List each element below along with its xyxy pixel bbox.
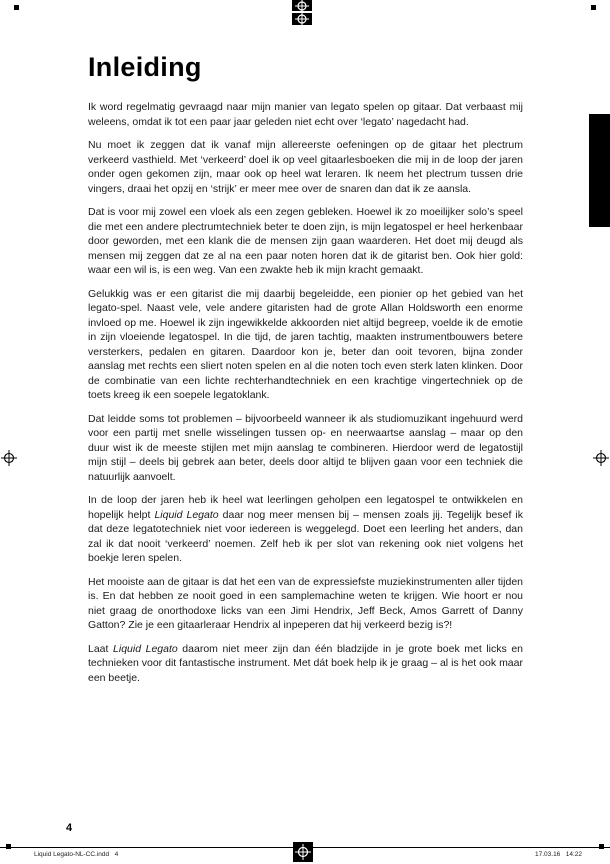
page-number: 4	[66, 822, 73, 834]
crop-mark-icon	[14, 5, 19, 10]
book-title-italic: Liquid Legato	[113, 642, 178, 655]
registration-mark-icon	[293, 842, 313, 862]
paragraph: Dat leidde soms tot problemen – bijvoorbeeld wanneer ik als studiomuzikant ingehuurd werd voor een partij met snelle wisselingen tussen op- en neerwaartse aanslag – maar op den duur wist ik de meeste stijlen met mijn aanslag te combineren. Hierdoor werd de legatostijl mijn stijl – deels bij gebrek aan beter, deels door altijd te blijven gaan voor een techniek die natuurlijk aanvoelt.	[88, 412, 523, 483]
paragraph-run: daar nog meer mensen bij – mensen zoals jij. Tegelijk besef ik dat deze legatotechniek niet voor iedereen is weggelegd. Doet een leerling het anders, dan zal ik dat nooit ‘verkeerd’ noemen. Zelf heb ik per slot van rekening ook niet volgens het boekje leren spelen.	[88, 508, 523, 564]
paragraph-run: daarom niet meer zijn dan één bladzijde in je grote boek met licks en technieken voor dit fantastische instrument. Met dát boek help ik je graag – al is het ook maar een beetje.	[88, 642, 524, 684]
paragraph-run: In de loop der jaren heb ik heel wat leerlingen geholpen een legatospel te ontwikkelen en hopelijk helpt	[88, 494, 523, 521]
slug-filename: Liquid Legato-NL-CC.indd 4	[34, 851, 119, 858]
registration-mark-icon	[1, 450, 17, 466]
paragraph	[88, 493, 523, 566]
chapter-tab-bar	[589, 114, 610, 227]
paragraph: Gelukkig was er een gitarist die mij daarbij begeleidde, een pionier op het gebied van het legato-spel. Naast vele, vele andere gitaristen had de grote Allan Holdsworth een enorme invloed op me. Hoewel ik zijn ingewikkelde akkoorden niet altijd begreep, voelde ik de emotie in zijn vloeiende legatospel. In die tijd, de jaren tachtig, maakten instrumentbouwers betere versterkers, pedalen en gitaren. Daardoor kon je, beter dan ooit tevoren, bijna zonder aanslag met rechts een sliert noten spelen en al die noten toch even sterk laten klinken. Door de combinatie van een lichte rechterhandtechniek en een krachtige vingertechniek op de toets kreeg ik een soepele legatoklank.	[88, 287, 523, 401]
paragraph	[88, 642, 523, 686]
slug-datetime: 17.03.16 14:22	[535, 851, 582, 858]
crop-mark-icon	[591, 5, 596, 10]
book-title-italic: Liquid Legato	[154, 508, 219, 521]
paragraph: Het mooiste aan de gitaar is dat het een van de expressiefste muziekinstrumenten aller tijden is. En dat hebben ze nooit goed in een samplemachine weten te krijgen. Wie hoort er nou niet graag de onorthodoxe licks van een Jimi Hendrix, Jeff Beck, Amos Garrett of Danny Gatton? Zie je een gitaarleraar Hendrix al inpeperen dat hij verkeerd bezig is?!	[88, 575, 523, 631]
registration-mark-icon	[292, 0, 312, 11]
paragraph-run: Laat	[88, 642, 114, 655]
page-title: Inleiding	[88, 52, 202, 82]
registration-mark-icon	[292, 13, 312, 25]
page-body	[88, 52, 523, 694]
paragraph: Dat is voor mij zowel een vloek als een zegen gebleken. Hoewel ik zo moeilijker solo’s speel die met een andere plectrumtechniek beter te doen zijn, is mijn legatospel er heel herkenbaar door geworden, met een klank die de mensen zijn gaan waarderen. Het doet mij deugd als mensen mij zeggen dat ze al na een paar noten horen dat ik de gitarist ben. Ook hier gold: waar een wil is, is een weg. Van een zwakte heb ik mijn kracht gemaakt.	[88, 206, 523, 276]
paragraph: Ik word regelmatig gevraagd naar mijn manier van legato spelen op gitaar. Dat verbaast mij weleens, omdat ik tot een paar jaar geleden niet echt over ‘legato’ nagedacht had.	[88, 101, 523, 128]
registration-mark-icon	[593, 450, 609, 466]
paragraph: Nu moet ik zeggen dat ik vanaf mijn allereerste oefeningen op de gitaar het plectrum verkeerd vasthield. Met ‘verkeerd’ doel ik op veel gitaarlesboeken die mij in de loop der jaren onder ogen gekomen zijn, maar ook op heel wat leraren. Ik neem het plectrum tussen drie vingers, draai het opzij en ‘strijk’ er meer mee over de snaren dan dat ik ze aansla.	[88, 139, 523, 195]
